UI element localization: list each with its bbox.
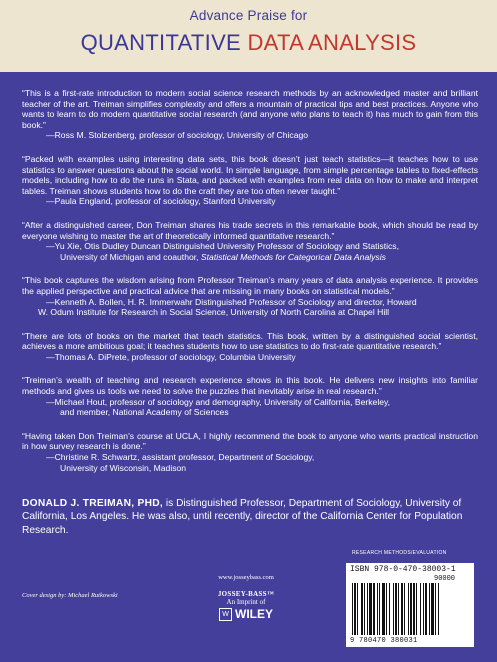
barcode-bar <box>373 583 375 635</box>
barcode-bar <box>386 583 387 635</box>
quote-schwartz <box>22 431 478 473</box>
barcode-bar <box>377 583 378 635</box>
wiley-wordmark: WILEY <box>235 607 273 621</box>
quote-attribution: —Michael Hout, professor of sociology and demography, University of California, Berkeley, <box>46 396 391 407</box>
quote-attribution: —Kenneth A. Bollen, H. R. Immerwahr Distinguished Professor of Sociology and director, Howard <box>46 296 417 307</box>
barcode-bar <box>438 583 439 635</box>
barcode-bar <box>404 583 405 635</box>
quote-attribution: —Paula England, professor of sociology, Stanford University <box>46 196 276 207</box>
quote-stolzenberg <box>22 88 478 141</box>
barcode-bar <box>357 583 358 635</box>
barcode-bar <box>369 583 372 635</box>
barcode-bar <box>361 583 363 635</box>
barcode-bar <box>398 583 399 635</box>
barcode-bar <box>420 583 421 635</box>
quote-attribution-book-title: Statistical Methods for Categorical Data Analysis <box>200 251 386 262</box>
quote-attribution: —Thomas A. DiPrete, professor of sociology, Columbia University <box>46 351 296 362</box>
barcode-bar <box>413 583 415 635</box>
isbn-text: ISBN 978-0-470-38003-1 <box>350 565 456 574</box>
barcode-bar <box>395 583 397 635</box>
barcode-bar <box>410 583 412 635</box>
imprint-label: An Imprint of <box>226 598 266 606</box>
barcode-bar <box>423 583 424 635</box>
quote-text: “After a distinguished career, Don Treiman shares his trade secrets in this remarkable book, which should be read by everyone wishing to master the art of theoretically informed quantitative research.” <box>22 219 478 241</box>
barcode-bars <box>350 583 470 635</box>
author-bio-text: is Distinguished Professor, Department of Sociology, University of California, Los Angeles. He was also, until recently, director of the California Center for Population Research. <box>22 498 463 536</box>
quote-attribution-line2: and member, National Academy of Sciences <box>60 407 229 418</box>
quote-text: “There are lots of books on the market that teach statistics. This book, written by a distinguished social scientist, achieves a more ambitious goal; it teaches students how to use statistics to do first-rate quantitative research.” <box>22 330 478 352</box>
quote-england <box>22 154 478 207</box>
wiley-logo <box>196 607 296 621</box>
author-name: DONALD J. TREIMAN, PHD, <box>22 498 164 509</box>
barcode-bar <box>393 583 394 635</box>
barcode-digits: 9 780470 380031 <box>350 637 418 645</box>
barcode-bar <box>401 583 403 635</box>
barcode-bar <box>408 583 409 635</box>
barcode-bar <box>352 583 353 635</box>
header-band <box>0 0 497 72</box>
barcode-bar <box>431 583 434 635</box>
quote-xie <box>22 220 478 262</box>
barcode-bar <box>389 583 390 635</box>
barcode-bar <box>435 583 436 635</box>
book-title <box>0 30 497 56</box>
quote-attribution: —Ross M. Stolzenberg, professor of sociology, University of Chicago <box>46 130 309 141</box>
quote-text: “This book captures the wisdom arising from Professor Treiman’s many years of data analysis experience. It provides the applied perspective and practical advice that are missing in many books on statistical models.” <box>22 275 478 296</box>
barcode-bar <box>416 583 417 635</box>
quote-hout <box>22 375 478 417</box>
quote-text: “Treiman’s wealth of teaching and research experience shows in this book. He delivers new insights into familiar methods and gives us tools we need to solve the puzzles that inevitably arise in real research.” <box>22 375 478 397</box>
barcode-bar <box>354 583 356 635</box>
barcode-bar <box>364 583 365 635</box>
barcode-bar <box>382 583 385 635</box>
book-title-part2: DATA ANALYSIS <box>241 30 417 55</box>
price-code: 90000 <box>434 575 456 583</box>
quote-attribution: —Christine R. Schwartz, assistant professor, Department of Sociology, <box>46 452 315 463</box>
quote-attribution-line2 <box>22 252 478 263</box>
praise-quotes <box>22 88 478 486</box>
publisher-block <box>196 574 296 621</box>
author-bio <box>22 497 478 537</box>
quote-attribution-line2: University of Wisconsin, Madison <box>60 462 187 473</box>
wiley-w-icon: W <box>219 608 232 621</box>
barcode-bar <box>367 583 368 635</box>
publisher-url[interactable]: www.josseybass.com <box>218 574 274 581</box>
quote-attribution: —Yu Xie, Otis Dudley Duncan Distinguished University Professor of Sociology and Statistics, <box>46 241 399 252</box>
barcode-bar <box>429 583 430 635</box>
subject-category: RESEARCH METHODS/EVALUATION <box>352 550 447 556</box>
quote-bollen <box>22 275 478 317</box>
barcode-bar <box>425 583 427 635</box>
quote-attribution-affiliation: University of Michigan and coauthor, <box>60 251 201 262</box>
isbn-barcode <box>346 563 474 647</box>
book-title-part1: QUANTITATIVE <box>80 30 242 55</box>
publisher-name: JOSSEY-BASS™ <box>217 590 275 598</box>
quote-text: “Having taken Don Treiman’s course at UCLA, I highly recommend the book to anyone who wants practical instruction in how survey research is done.” <box>22 430 478 452</box>
barcode-bar <box>379 583 380 635</box>
quote-diprete <box>22 331 478 363</box>
quote-text: “This is a first-rate introduction to modern social science research methods by an acknowledged master and brilliant teacher of the art. Treiman simplifies complexity and offers a mountain of practical tips and best practices. Anyone who wants to learn to do modern quantitative social research (and anyone who plans to teach it) has much to gain from this book.” <box>22 88 478 130</box>
cover-design-credit: Cover design by: Michael Rutkowski <box>22 592 118 599</box>
quote-attribution-line2: W. Odum Institute for Research in Social Science, University of North Carolina at Chapel Hill <box>38 307 390 318</box>
quote-text: “Packed with examples using interesting data sets, this book doesn’t just teach statistics—it teaches how to use statistics to answer questions about the social world. In simple language, from simple percentage tables to fixed-effects models, including how to do the runs in Stata, and packed with examples from real data on how to make and interpret tables. Treiman shows students how to do the craft they are too often never taught.” <box>22 153 478 196</box>
advance-praise-label: Advance Praise for <box>189 8 308 23</box>
